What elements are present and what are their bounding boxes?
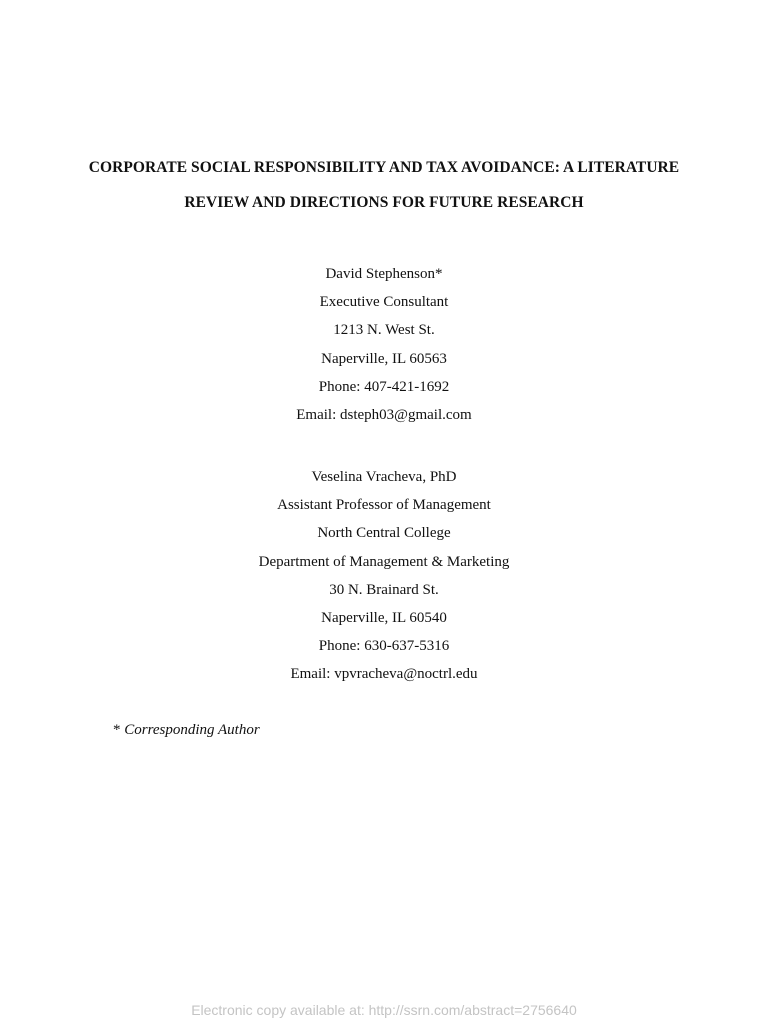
author-email: Email: vpvracheva@noctrl.edu bbox=[290, 666, 478, 683]
paper-title-line-2: REVIEW AND DIRECTIONS FOR FUTURE RESEARCH bbox=[184, 194, 584, 211]
author-city: Naperville, IL 60563 bbox=[321, 350, 447, 367]
corresponding-author-label: Corresponding Author bbox=[124, 722, 260, 738]
author-address: 1213 N. West St. bbox=[333, 322, 435, 339]
author-department: Department of Management & Marketing bbox=[258, 553, 510, 570]
author-city: Naperville, IL 60540 bbox=[321, 609, 447, 626]
author-name: Veselina Vracheva, PhD bbox=[311, 469, 457, 485]
author-phone: Phone: 630-637-5316 bbox=[318, 638, 450, 655]
author-title: Executive Consultant bbox=[319, 294, 449, 311]
ssrn-footer-link[interactable]: Electronic copy available at: http://ssrn.com/abstract=2756640 bbox=[191, 1002, 577, 1018]
author-block-2 bbox=[0, 467, 768, 693]
footnote-marker: * bbox=[113, 722, 125, 738]
author-institution: North Central College bbox=[317, 525, 451, 542]
author-email: Email: dsteph03@gmail.com bbox=[296, 406, 472, 423]
corresponding-author-note bbox=[113, 722, 260, 739]
author-title: Assistant Professor of Management bbox=[277, 497, 491, 514]
author-name: David Stephenson* bbox=[325, 266, 443, 282]
paper-title-line-1: CORPORATE SOCIAL RESPONSIBILITY AND TAX AVOIDANCE: A LITERATURE bbox=[88, 159, 680, 176]
author-address: 30 N. Brainard St. bbox=[329, 581, 439, 598]
author-block-1 bbox=[0, 264, 768, 433]
author-phone: Phone: 407-421-1692 bbox=[318, 378, 450, 395]
